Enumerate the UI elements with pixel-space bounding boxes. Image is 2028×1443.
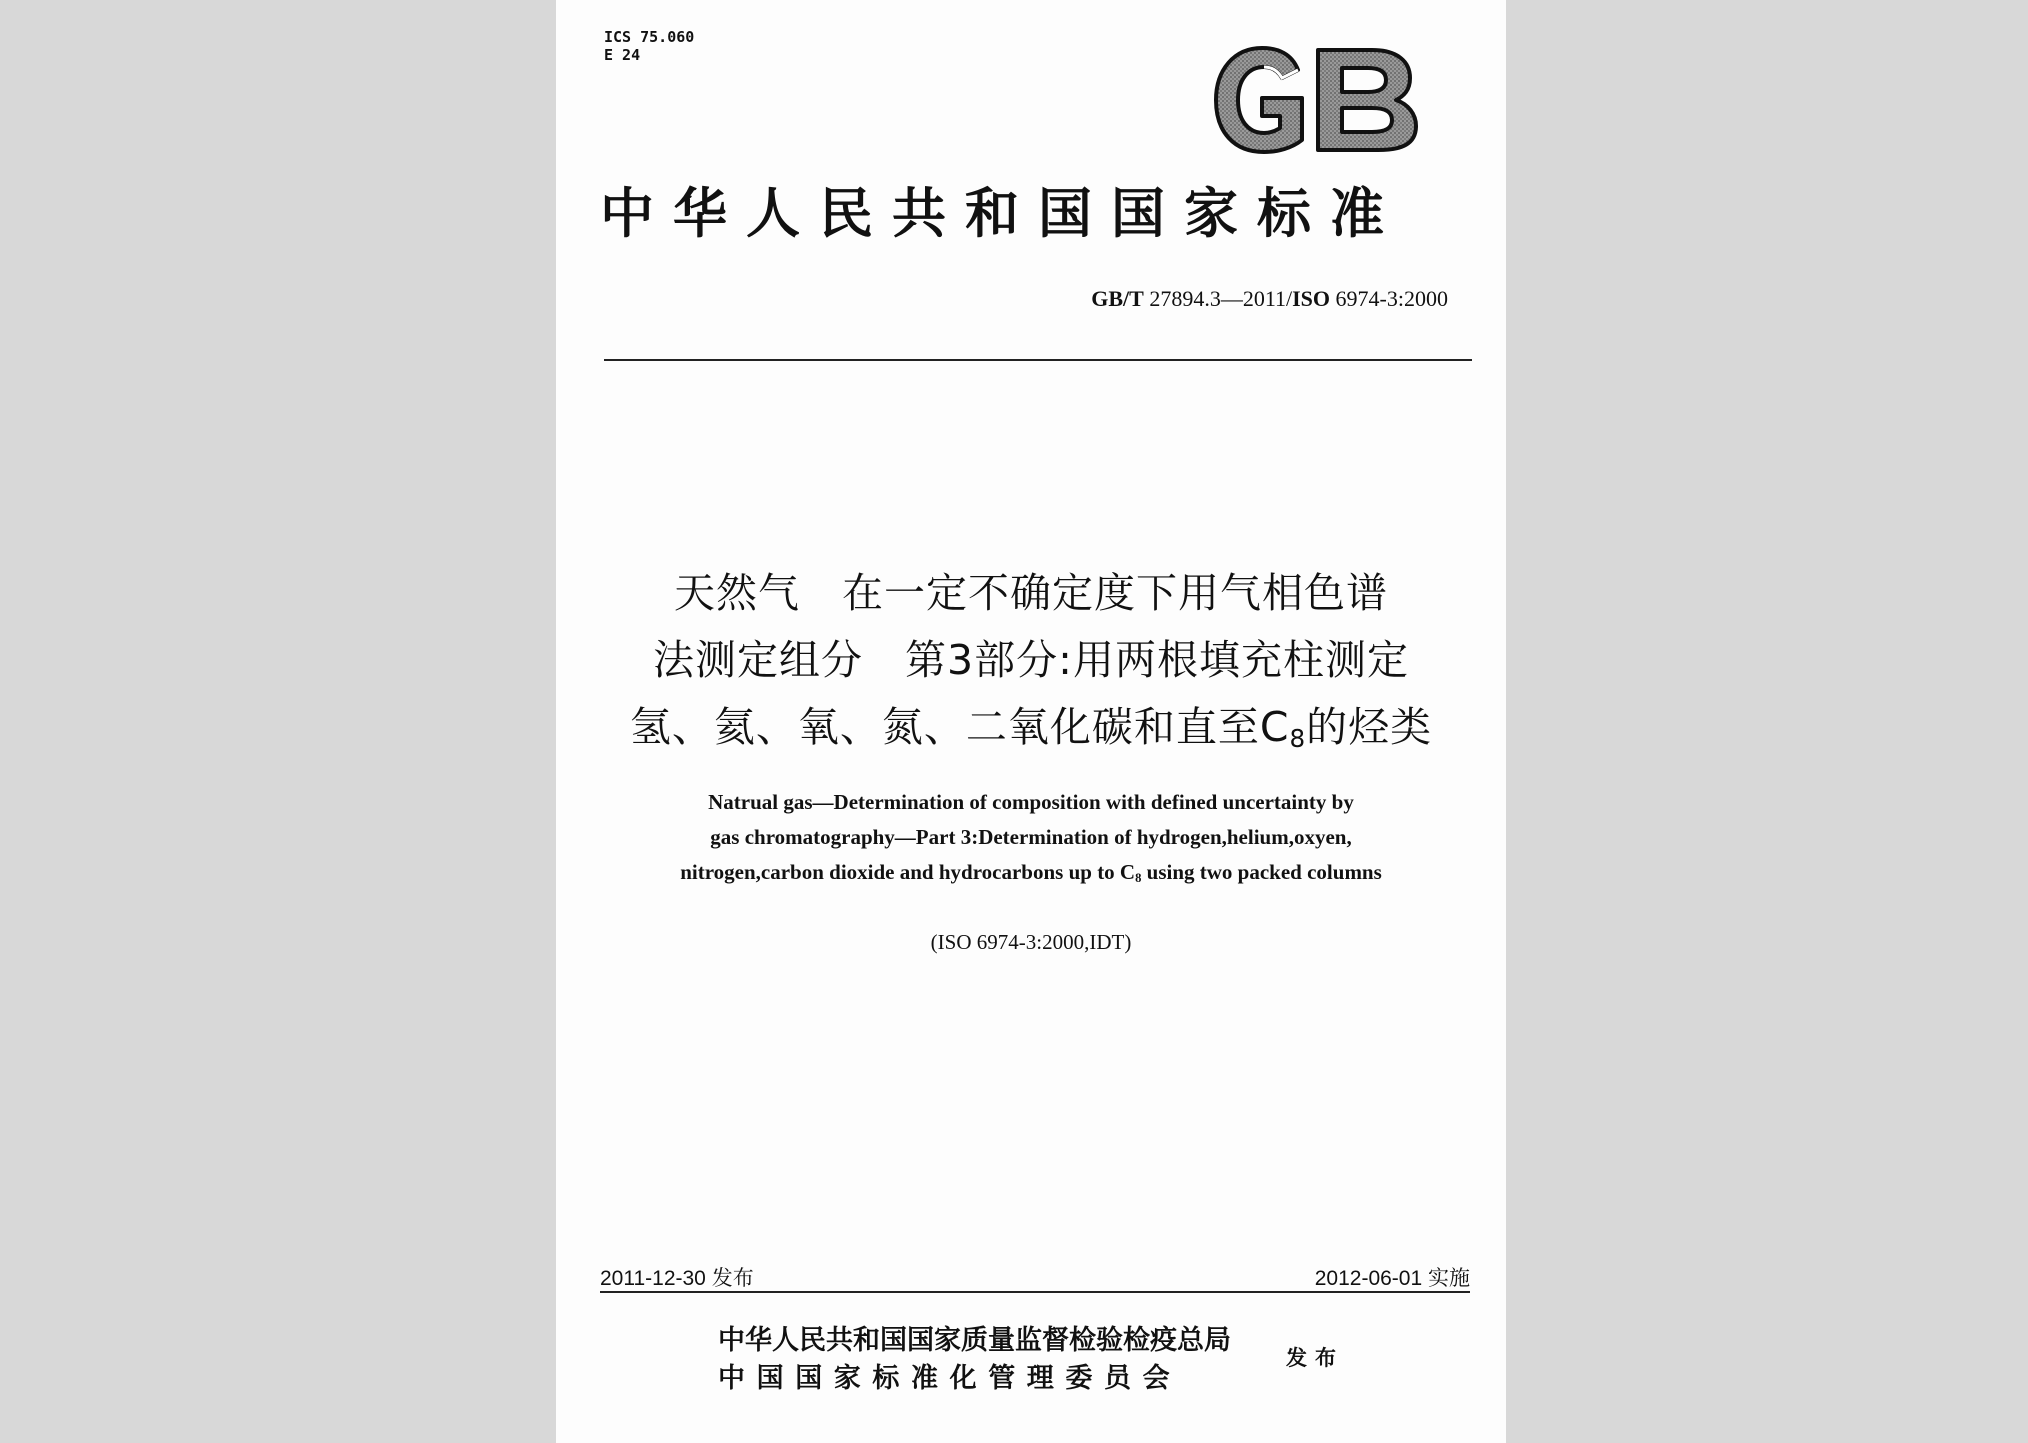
en-title-line-1: Natrual gas—Determination of composition with defined uncertainty by xyxy=(708,790,1354,814)
implementation-date: 2012-06-01 实施 xyxy=(1314,1267,1470,1290)
cn-title-line-2: 法测定组分 第3部分:用两根填充柱测定 xyxy=(653,636,1409,684)
bottom-divider xyxy=(600,1291,1470,1293)
issuing-authorities xyxy=(718,1322,1231,1398)
logo-text: GB xyxy=(1316,106,1318,107)
top-divider xyxy=(604,359,1472,361)
ccs-code: E 24 xyxy=(604,46,641,64)
std-number-value: 27894.3—2011/ xyxy=(1149,286,1293,311)
issuer-2: 中国国家标准化管理委员会 xyxy=(718,1363,1182,1394)
iso-number-value: 6974-3:2000 xyxy=(1335,286,1448,311)
iso-equivalence: (ISO 6974-3:2000,IDT) xyxy=(930,930,1132,954)
en-title-line-2: gas chromatography—Part 3:Determination of hydrogen,helium,oxyen, xyxy=(710,825,1352,849)
classification-codes xyxy=(604,28,694,64)
cn-title-line-1: 天然气 在一定不确定度下用气相色谱 xyxy=(674,569,1388,617)
cn-title-line-3: 氢、氦、氧、氮、二氧化碳和直至$C_8$的烃类 xyxy=(629,703,1433,754)
standard-number xyxy=(1091,286,1448,312)
english-title xyxy=(556,785,1506,896)
gb-logo xyxy=(1206,40,1426,160)
publish-label: 发布 xyxy=(1286,1345,1344,1370)
issuer-1: 中华人民共和国国家质量监督检验检疫总局 xyxy=(718,1325,1231,1356)
std-prefix: GB/T xyxy=(1091,286,1144,311)
ics-code: ICS 75.060 xyxy=(604,28,695,46)
standard-cover-page xyxy=(556,0,1506,1443)
iso-prefix: ISO xyxy=(1292,286,1331,311)
issue-date: 2011-12-30 发布 xyxy=(600,1267,754,1290)
national-standard-title: 中华人民共和国国家标准 xyxy=(600,181,1403,245)
en-title-line-3: nitrogen,carbon dioxide and hydrocarbons up to $C_8$ using two packed columns xyxy=(680,860,1382,886)
chinese-title xyxy=(556,560,1506,772)
